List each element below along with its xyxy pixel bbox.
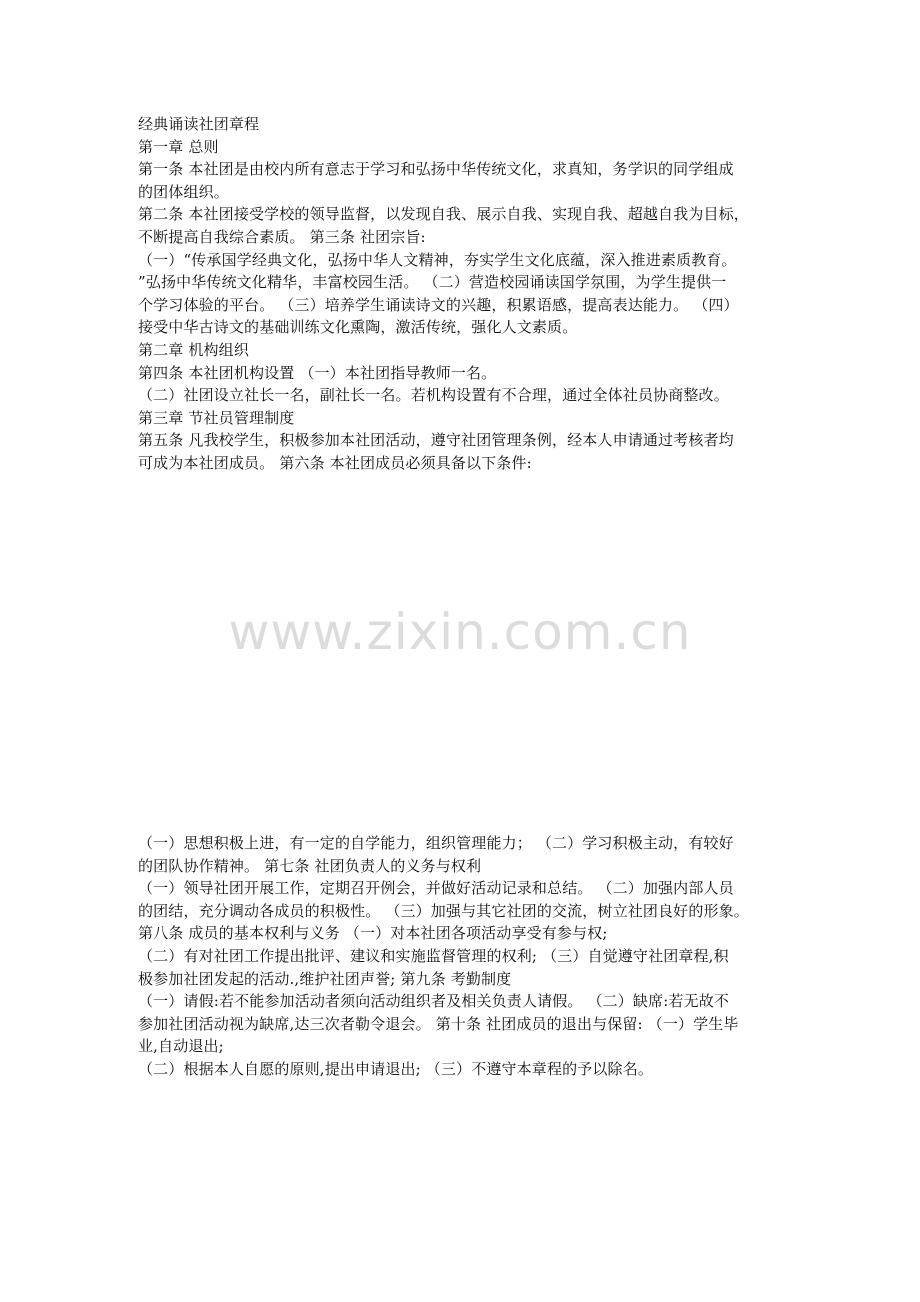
text-line: 个学习体验的平台。 （三）培养学生诵读诗文的兴趣，积累语感，提高表达能力。 （四） xyxy=(138,295,739,314)
text-line: 第八条 成员的基本权利与义务 （一）对本社团各项活动享受有参与权; xyxy=(138,924,608,943)
text-line: （二）社团设立社长一名，副社长一名。若机构设置有不合理，通过全体社员协商整改。 xyxy=(138,386,729,405)
text-line: 极参加社团发起的活动.,维护社团声誉; 第九条 考勤制度 xyxy=(138,969,512,988)
text-line: 不断提高自我综合素质。 第三条 社团宗旨: xyxy=(138,227,426,246)
document-title: 经典诵读社团章程 xyxy=(138,115,260,133)
text-line: 第一条 本社团是由校内所有意志于学习和弘扬中华传统文化，求真知，务学识的同学组成 xyxy=(138,160,734,179)
text-line: 的团结，充分调动各成员的积极性。 （三）加强与其它社团的交流，树立社团良好的形象。 xyxy=(138,901,749,920)
text-line: （一）思想积极上进，有一定的自学能力，组织管理能力； （二）学习积极主动，有较好 xyxy=(138,834,734,852)
text-line: 业,自动退出; xyxy=(138,1037,224,1056)
chapter-heading: 第三章 节社员管理制度 xyxy=(138,408,295,427)
document-text-top xyxy=(138,113,788,475)
text-line: （二）根据本人自愿的原则,提出申请退出; （三）不遵守本章程的予以除名。 xyxy=(138,1059,653,1078)
text-line: 第二条 本社团接受学校的领导监督，以发现自我、展示自我、实现自我、超越自我为目标， xyxy=(138,205,749,224)
watermark: www.zixin.com.cn xyxy=(228,603,692,661)
text-line: 第四条 本社团机构设置 （一）本社团指导教师一名。 xyxy=(138,363,497,382)
text-line: 接受中华古诗文的基础训练文化熏陶，激活传统，强化人文素质。 xyxy=(138,318,578,337)
text-line: 参加社团活动视为缺席,达三次者勒令退会。 第十条 社团成员的退出与保留: （一）学生毕 xyxy=(138,1014,739,1033)
text-line: 第五条 凡我校学生，积极参加本社团活动，遵守社团管理条例，经本人申请通过考核者均 xyxy=(138,431,734,450)
text-line: （二）有对社团工作提出批评、建议和实施监督管理的权利; （三）自觉遵守社团章程,积 xyxy=(138,946,729,965)
document-text-bottom xyxy=(138,832,788,1081)
text-line: ”弘扬中华传统文化精华，丰富校园生活。 （二）营造校园诵读国学氛围，为学生提供一 xyxy=(138,273,727,292)
text-line: （一）领导社团开展工作，定期召开例会，并做好活动记录和总结。 （二）加强内部人员 xyxy=(138,879,734,898)
text-line: （一）请假:若不能参加活动者须向活动组织者及相关负责人请假。 （二）缺席:若无故不 xyxy=(138,992,730,1011)
text-line: 的团队协作精神。 第七条 社团负责人的义务与权利 xyxy=(138,856,482,875)
chapter-heading: 第一章 总则 xyxy=(138,137,219,156)
text-line: 可成为本社团成员。 第六条 本社团成员必须具备以下条件: xyxy=(138,453,532,472)
chapter-heading: 第二章 机构组织 xyxy=(138,340,249,359)
text-line: （一）“传承国学经典文化，弘扬中华人文精神，夯实学生文化底蕴，深入推进素质教育。 xyxy=(138,250,737,269)
text-line: 的团体组织。 xyxy=(138,182,229,201)
